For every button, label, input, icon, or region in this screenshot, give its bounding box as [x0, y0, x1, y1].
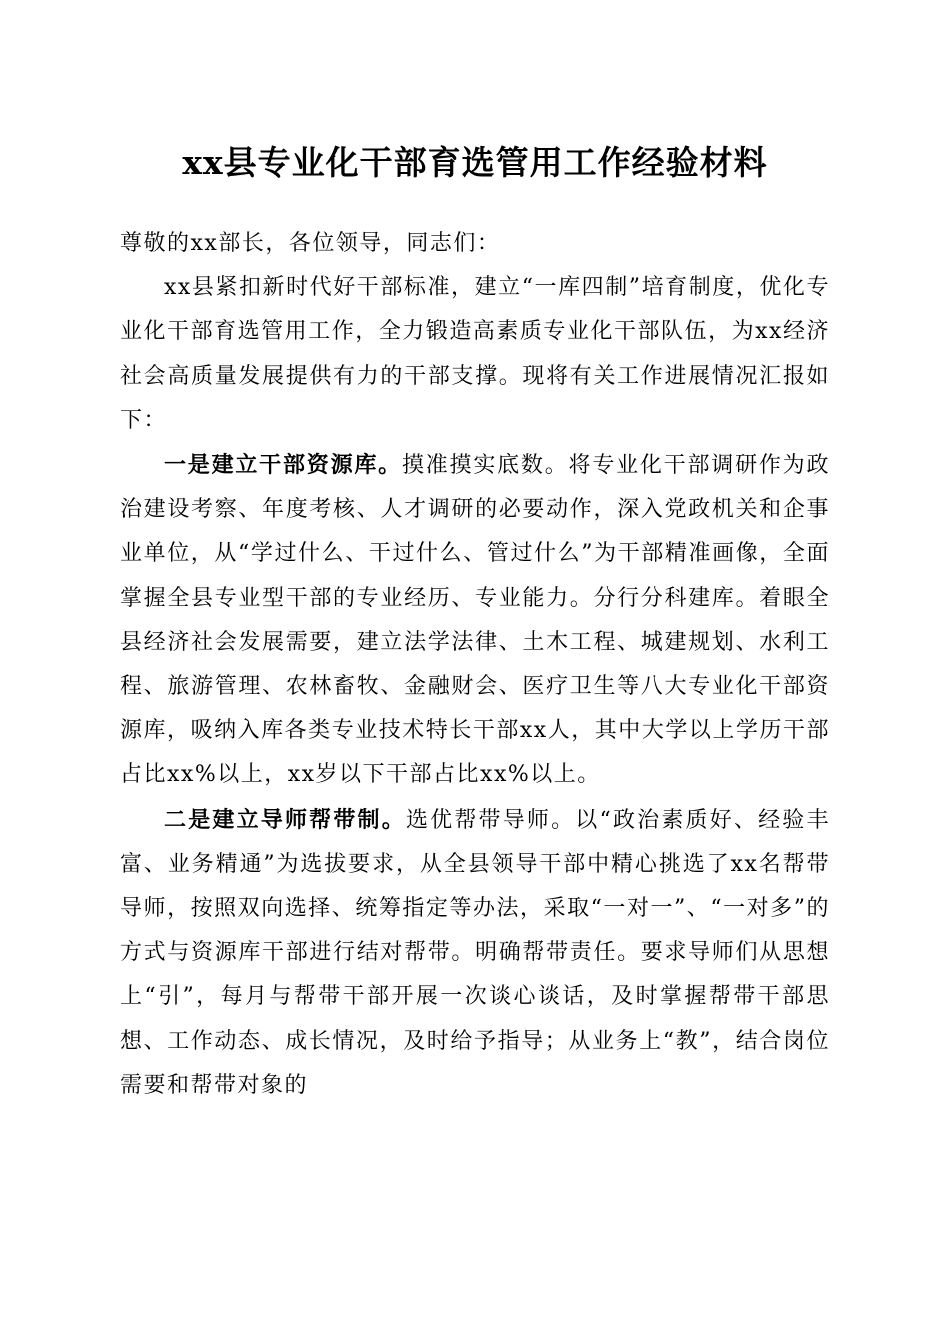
section-paragraph-2: [120, 798, 830, 1108]
intro-paragraph: xx县紧扣新时代好干部标准，建立“一库四制”培育制度，优化专业化干部育选管用工作，全力锻造高素质专业化干部队伍，为xx经济社会高质量发展提供有力的干部支撑。现将有关工作进展情况汇报如下：: [120, 275, 830, 433]
document-title: xx县专业化干部育选管用工作经验材料: [182, 143, 768, 182]
section-heading-2: 二是建立导师帮带制。: [164, 806, 406, 833]
document-body: [120, 140, 830, 1108]
salutation: 尊敬的xx部长，各位领导，同志们：: [120, 231, 501, 256]
section-body-1: 摸准摸实底数。将专业化干部调研作为政治建设考察、年度考核、人才调研的必要动作，深入党政机关和企事业单位，从“学过什么、干过什么、管过什么”为干部精准画像，全面掌握全县专业型干部的专业经历、专业能力。分行分科建库。着眼全县经济社会发展需要，建立法学法律、土木工程、城建规划、水利工程、旅游管理、农林畜牧、金融财会、医疗卫生等八大专业化干部资源库，吸纳入库各类专业技术特长干部xx人，其中大学以上学历干部占比xx%以上，xx岁以下干部占比xx%以上。: [120, 453, 830, 788]
section-heading-1: 一是建立干部资源库。: [164, 452, 402, 479]
section-paragraph-1: [120, 443, 830, 798]
section-body-2: 选优帮带导师。以“政治素质好、经验丰富、业务精通”为选拔要求，从全县领导干部中精心挑选了xx名帮带导师，按照双向选择、统筹指定等办法，采取“一对一”、“一对多”的方式与资源库干部进行结对帮带。明确帮带责任。要求导师们从思想上“引”，每月与帮带干部开展一次谈心谈话，及时掌握帮带干部思想、工作动态、成长情况，及时给予指导；从业务上“教”，结合岗位需要和帮带对象的: [120, 807, 830, 1098]
